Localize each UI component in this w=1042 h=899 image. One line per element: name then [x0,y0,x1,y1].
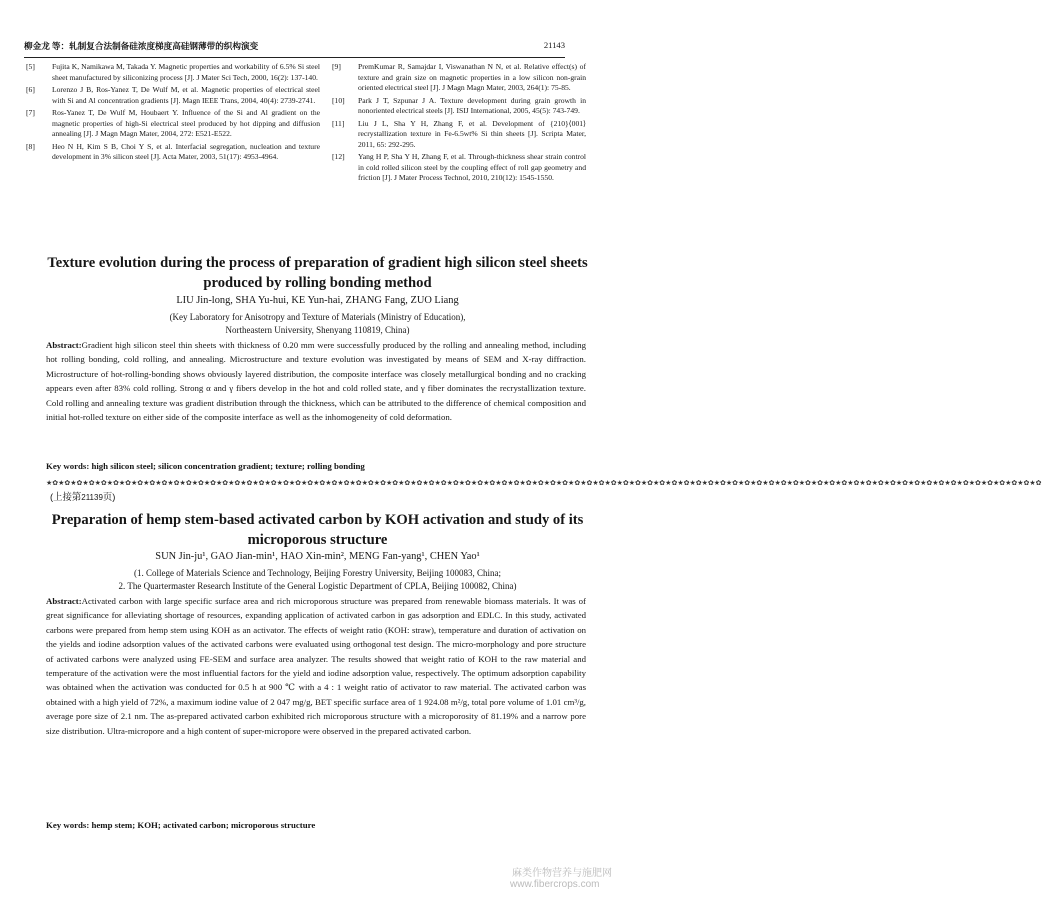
reference-number: [12] [332,152,345,161]
reference-number: [10] [332,95,345,105]
reference-item [332,152,586,184]
abstract-label: Abstract: [46,340,82,350]
reference-number: [5] [26,62,35,71]
reference-text: Yang H P, Sha Y H, Zhang F, et al. Through-thickness shear strain control in cold rolled silicon steel by the coupling effect of roll gap geometry and friction [J]. J Mater Process Technol, 2010, 210(12): 1545-1550. [358,152,586,182]
reference-item [26,62,320,83]
watermark-url: www.fibercrops.com [510,879,600,890]
article2-title: Preparation of hemp stem-based activated carbon by KOH activation and study of its microporous structure [51,512,584,548]
header-rule [24,57,565,58]
article2-abstract [46,594,586,738]
article1-affiliation-line1: (Key Laboratory for Anisotropy and Texture of Materials (Ministry of Education), [169,312,466,322]
article1-keywords: Key words: high silicon steel; silicon concentration gradient; texture; rolling bonding [46,461,365,471]
reference-item [332,96,586,117]
reference-text: Heo N H, Kim S B, Choi Y S, et al. Interfacial segregation, nucleation and texture development in 3% silicon steel [J]. Acta Mater, 2003, 51(17): 4953-4964. [52,141,320,161]
running-header [24,40,565,54]
reference-text: Fujita K, Namikawa M, Takada Y. Magnetic properties and workability of 6.5% Si steel sheet manufactured by siliconizing process [J]. J Mater Sci Tech, 2000, 16(2): 137-140. [52,62,320,82]
article1-authors: LIU Jin-long, SHA Yu-hui, KE Yun-hai, ZHANG Fang, ZUO Liang [176,295,459,306]
continued-from-note [50,489,115,503]
reference-text: PremKumar R, Samajdar I, Viswanathan N N, et al. Relative effect(s) of texture and grain size on magnetic properties in a low silicon non-grain oriented electrical steel [J]. J Magn Magn Mater, 2003, 264(1): 75-85. [358,62,586,92]
running-header-title: 柳金龙 等：轧制复合法制备硅浓度梯度高硅钢薄带的织构演变 [24,41,259,51]
abstract-text: Gradient high silicon steel thin sheets with thickness of 0.20 mm were successfully produced by the rolling and annealing method, including hot rolling bonding, cold rolling, and annealing. Microstructure and texture evolution was investigated by means of SEM and X-ray diffraction. Microstructure of hot-rolling-bonding shows obviously layered distribution, the composite interface was closely metallurgical bonding and no cracking appears even after 83% cold rolling. Strong α and γ fibers develop in the hot and cold rolled state, and γ fiber dominates the recrystallization texture. Cold rolling and annealing texture was gradient distribution through the thickness, which can be attributed to the difference of chemical composition and initial hot-rolled texture on either side of the composite interface as well as the inhomogeneity of cold deformation. [46,340,586,423]
reference-item [332,119,586,151]
article1-abstract [46,338,586,424]
section-separator: ★✿★✿★✿★✿★✿★✿★✿★✿★✿★✿★✿★✿★✿★✿★✿★✿★✿★✿★✿★✿★✿★✿★✿★✿★✿★✿★✿★✿★✿★✿★✿★✿★✿★✿★✿★✿★✿★✿★✿★✿★✿★✿★✿★✿★✿★✿★✿★✿★✿★✿★✿★✿★✿★✿★✿★✿★✿★✿★✿★✿★✿★✿★✿★✿★✿★✿★✿★✿★✿★✿★✿★✿★✿★✿★✿★✿★✿★✿★✿★✿★✿★✿ [46,479,1042,487]
reference-text: Park J T, Szpunar J A. Texture development during grain growth in nonoriented electrical steels [J]. ISIJ International, 2005, 45(5): 743-749. [358,95,586,115]
reference-number: [11] [332,118,345,128]
article1-affiliation-line2: Northeastern University, Shenyang 110819, China) [225,325,410,335]
article2-authors: SUN Jin-ju¹, GAO Jian-min¹, HAO Xin-min², MENG Fan-yang¹, CHEN Yao¹ [155,551,480,562]
references-right-column [332,62,586,186]
article2-keywords: Key words: hemp stem; KOH; activated carbon; microporous structure [46,820,316,830]
abstract-text: Activated carbon with large specific surface area and rich microporous structure was prepared from renewable biomass materials. It was of great significance for alleviating shortage of resources, expanding application of activated carbon in gas adsorption and EDLC. In this study, activated carbons were prepared from hemp stem using KOH as an activator. The effects of weight ratio (KOH: straw), temperature and duration of activation on the yields and iodine adsorption values of the activated carbons were evaluated using orthogonal test design. The micro-morphology and pore structure of activated carbons were analyzed using FE-SEM and surface area analyzer. The results showed that weight ratio of KOH to the raw material and temperature of the activation were the most influential factors for the yield and iodine adsorption value, respectively. The optimum adsorption capability was obtained when the activation was conducted for 0.5 h at 900 ℃ with a 4 : 1 weight ratio of activator to raw material. The activated carbon was obtained with a high yield of 72%, a maximum iodine value of 2 047 mg/g, BET specific surface area of 1 924.08 m²/g, total pore volume of 1.01 cm³/g, average pore size of 2.1 nm. The as-prepared activated carbon exhibited rich microporous structure with a microporosity of 81.19% and a narrow pore size distribution. Ultra-micropore and a high content of super-micropore were observed in the prepared activated carbon. [46,596,586,736]
reference-text: Ros-Yanez T, De Wulf M, Houbaert Y. Influence of the Si and Al gradient on the magnetic properties of high-Si electrical steel produced by hot dipping and diffusion annealing [J]. J Magn Magn Mater, 2004, 272: E521-E522. [52,108,320,138]
reference-text: Lorenzo J B, Ros-Yanez T, De Wulf M, et al. Magnetic properties of electrical steel with Si and Al concentration gradients [J]. Magn IEEE Trans, 2004, 40(4): 2739-2741. [52,85,320,105]
watermark-site-name: 麻类作物营养与施肥网 [512,868,612,879]
article2-affiliation-line1: (1. College of Materials Science and Technology, Beijing Forestry University, Beijing 100083, China; [134,568,501,578]
page-number: 21143 [543,40,565,50]
continued-page: 21139 [81,493,103,502]
reference-text: Liu J L, Sha Y H, Zhang F, et al. Development of {210}⟨001⟩ recrystallization texture in Fe-6.5wt% Si thin sheets [J]. Scripta Mater, 2011, 65: 292-295. [358,118,586,149]
reference-number: [7] [26,108,35,117]
reference-number: [6] [26,85,35,94]
continued-suffix: 页) [102,491,116,502]
continued-prefix: (上接第 [50,491,82,502]
abstract-label: Abstract: [46,596,82,606]
reference-number: [8] [26,141,35,151]
reference-item [26,142,320,163]
article2-affiliation-line2: 2. The Quartermaster Research Institute of the General Logistic Department of CPLA, Beijing 100082, China) [118,581,517,591]
reference-number: [9] [332,62,341,71]
article1-title: Texture evolution during the process of preparation of gradient high silicon steel sheets produced by rolling bonding method [47,255,588,291]
reference-item [26,108,320,140]
references-left-column [26,62,320,165]
reference-item [332,62,586,94]
reference-item [26,85,320,106]
